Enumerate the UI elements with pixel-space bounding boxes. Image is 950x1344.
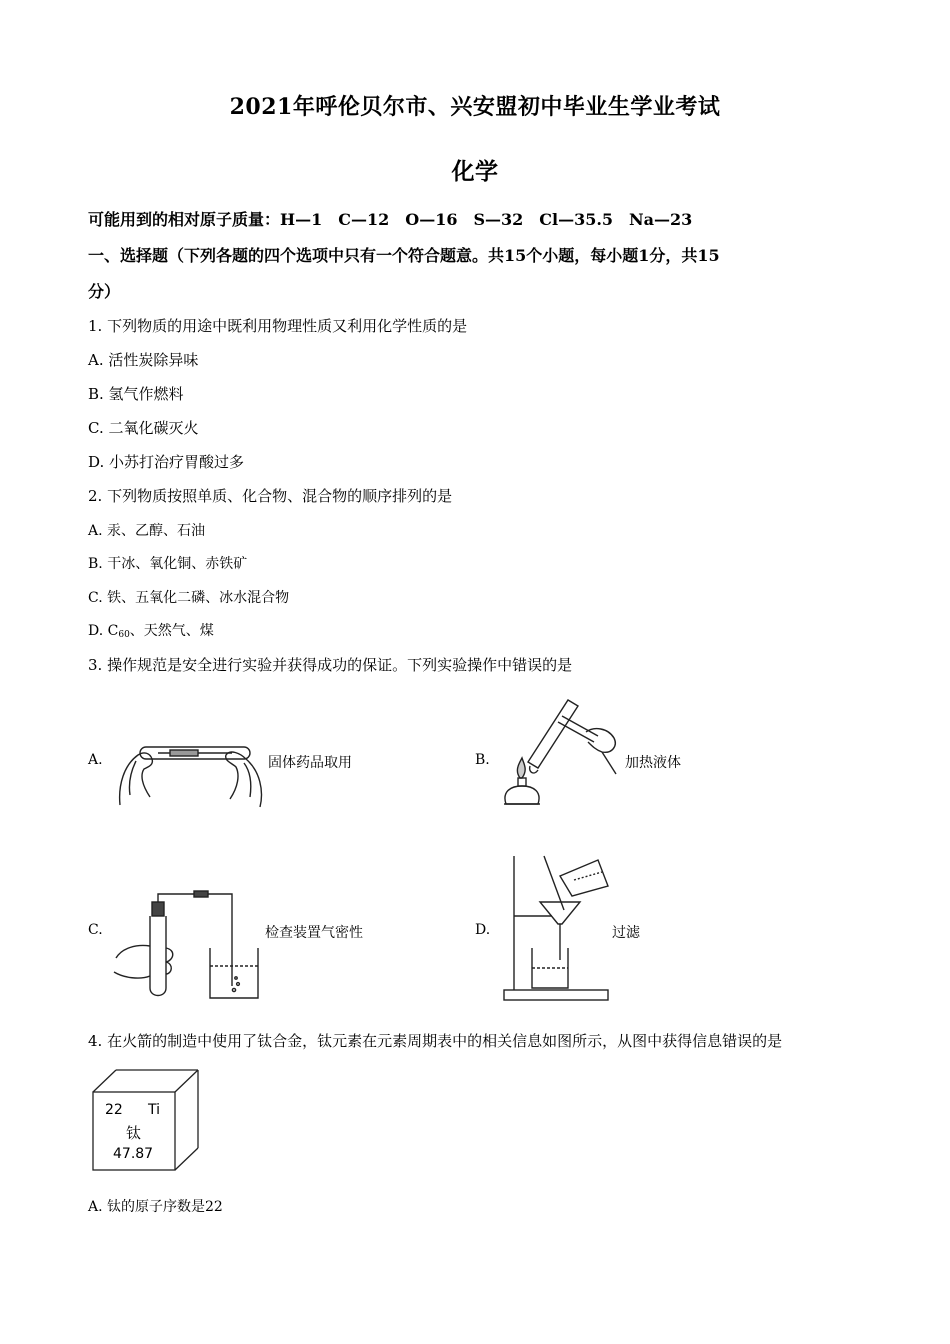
q2-option-c: C. 铁、五氧化二磷、冰水混合物: [88, 590, 290, 606]
q2-option-b: B. 干冰、氧化铜、赤铁矿: [88, 556, 248, 572]
subject-title: 化学: [451, 158, 499, 185]
q3-option-d-letter: D.: [475, 922, 491, 938]
q2-option-a: A. 汞、乙醇、石油: [88, 523, 206, 539]
element-atomic-mass: 47.87: [113, 1146, 154, 1162]
airtightness-check-figure: [110, 888, 265, 1003]
q1-option-d: D. 小苏打治疗胃酸过多: [88, 453, 245, 471]
element-cube: [92, 1068, 200, 1172]
q3-option-b-letter: B.: [475, 752, 490, 768]
element-name: 钛: [126, 1124, 142, 1142]
q1-option-a: A. 活性炭除异味: [88, 351, 199, 369]
element-atomic-number: 22: [105, 1102, 123, 1118]
q3-option-c-letter: C.: [88, 922, 103, 938]
element-symbol: Ti: [148, 1102, 161, 1118]
q3-option-a-caption: 固体药品取用: [268, 755, 352, 771]
q3-option-a-letter: A.: [88, 752, 103, 768]
exam-title: 2021年呼伦贝尔市、兴安盟初中毕业生学业考试: [229, 94, 721, 120]
q3-option-c-caption: 检查装置气密性: [265, 925, 363, 941]
solid-reagent-figure: [110, 735, 270, 810]
filtration-figure: [502, 852, 612, 1002]
section-heading: 一、选择题（下列各题的四个选项中只有一个符合题意。共15个小题，每小题1分，共15: [88, 246, 720, 265]
heating-liquid-figure: [498, 692, 623, 812]
q2-option-d: D. $C_{60}$、天然气、煤: [88, 623, 214, 640]
question-2-stem: 2. 下列物质按照单质、化合物、混合物的顺序排列的是: [88, 487, 453, 505]
q3-option-d-caption: 过滤: [612, 925, 640, 941]
question-3-stem: 3. 操作规范是安全进行实验并获得成功的保证。下列实验操作中错误的是: [88, 656, 573, 674]
question-1-stem: 1. 下列物质的用途中既利用物理性质又利用化学性质的是: [88, 317, 468, 335]
question-4-stem: 4. 在火箭的制造中使用了钛合金，钛元素在元素周期表中的相关信息如图所示，从图中获得信息错误的是: [88, 1032, 783, 1050]
q1-option-b: B. 氢气作燃料: [88, 385, 184, 403]
atomic-masses: 可能用到的相对原子质量：H—1 C—12 O—16 S—32 Cl—35.5 Na—23: [88, 210, 693, 229]
q4-option-a: A. 钛的原子序数是22: [88, 1199, 223, 1215]
q1-option-c: C. 二氧化碳灭火: [88, 419, 199, 437]
q3-option-b-caption: 加热液体: [625, 755, 681, 771]
section-heading-cont: 分）: [88, 282, 121, 301]
